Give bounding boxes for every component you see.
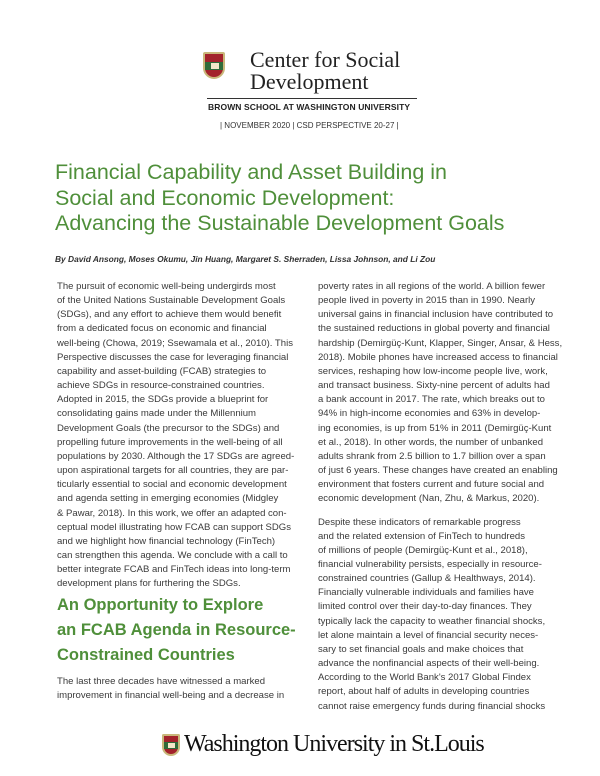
school-name: BROWN SCHOOL AT WASHINGTON UNIVERSITY [208,102,411,112]
section-paragraph [57,675,284,703]
text-line: a bank account in 2017. The rate, which breaks out to [318,394,545,406]
text-line: ceptual model illustrating how FCAB can support SDGs [57,521,292,533]
text-line: hardship (Demirgüç-Kunt, Klapper, Singer, Ansar, & Hess, [318,337,563,349]
text-line: well-being (Chowa, 2019; Ssewamala et al., 2010). This [57,337,293,349]
text-line: limited control over their day-to-day finances. They [318,601,532,613]
text-line: upon aspirational targets for all countries, they are par- [57,465,289,477]
text-line: can strengthen this agenda. We conclude with a call to [57,549,288,561]
section-heading [57,593,296,668]
text-line: Financially vulnerable individuals and families have [318,587,534,599]
right-column [318,280,568,714]
text-line: The pursuit of economic well-being undergirds most [57,281,276,292]
text-line: development plans for furthering the SDGs. [57,578,241,590]
byline: By David Ansong, Moses Okumu, Jin Huang, Margaret S. Sherraden, Lissa Johnson, and Li Zou [55,254,436,264]
text-line: Adopted in 2015, the SDGs provide a blueprint for [57,394,269,406]
text-line: and we highlight how financial technology (FinTech) [57,535,276,547]
text-line: environment that fosters current and future social and [318,479,545,491]
text-line: of the United Nations Sustainable Development Goals [57,295,286,307]
shield-icon [203,52,225,79]
text-line: the sustained reductions in global poverty and financial [318,323,550,335]
text-line: Development Goals (the precursor to the SDGs) and [57,422,280,434]
text-line: ticularly essential to social and economic development [57,479,287,491]
text-line: capability and asset-building (FCAB) strategies to [57,365,267,377]
text-line: populations by 2030. Although the 17 SDGs are agreed- [57,450,295,462]
text-line: et al., 2018). In other words, the number of unbanked [318,436,544,448]
text-line: & Pawar, 2018). In this work, we offer an adapted con- [57,507,287,519]
csd-logo [203,52,225,79]
org-name [250,49,400,93]
text-line: sary to set financial goals and make choices that [318,643,524,655]
text-line: typically lack the capacity to weather financial shocks, [318,615,546,627]
text-line: 2018). Mobile phones have increased access to financial [318,351,558,363]
text-line: adults shrank from 2.5 billion to 1.7 billion over a span [318,450,546,462]
intro-paragraph [57,280,307,591]
header-divider [207,98,417,99]
title-line: Advancing the Sustainable Development Goals [55,211,505,235]
org-name-line1: Center for Social [250,47,401,72]
text-line: financial vulnerability persists, especially in resource- [318,558,542,570]
heading-line: Constrained Countries [57,646,235,664]
left-column [57,280,307,591]
text-line: services, reshaping how low-income people live, work, [318,365,548,377]
text-line: consolidating gains made under the Millennium [57,408,257,420]
text-line: from a dedicated focus on economic and financial [57,323,267,335]
text-line: and transact business. Sixty-nine percent of adults had [318,380,550,392]
university-wordmark: Washington University in St.Louis [184,731,484,757]
paragraph [318,280,568,507]
text-line: According to the World Bank's 2017 Global Findex [318,672,531,684]
text-line: cannot raise emergency funds during financial shocks [318,700,546,712]
text-line: and the related extension of FinTech to hundreds [318,530,525,542]
title-line: Social and Economic Development: [55,185,395,210]
text-line: constrained countries (Gallup & Healthways, 2014). [318,573,536,585]
text-line: advance the nonfinancial aspects of their well-being. [318,658,540,670]
heading-line: An Opportunity to Explore [57,596,264,614]
issue-info: | NOVEMBER 2020 | CSD PERSPECTIVE 20-27 | [220,121,399,130]
text-line: achieve SDGs in resource-constrained countries. [57,380,265,392]
text-line: ing economies, is up from 51% in 2011 (Demirgüç-Kunt [318,422,552,434]
text-line: and agenda setting in emerging economies (Midgley [57,493,279,505]
text-line: propelling future improvements in the well-being of all [57,436,283,448]
org-name-line2: Development [250,69,369,94]
text-line: universal gains in financial inclusion have contributed to [318,309,554,321]
text-line: Perspective discusses the case for leveraging financial [57,351,289,363]
text-line: 94% in high-income economies and 63% in develop- [318,408,541,420]
text-line: (SDGs), and any effort to achieve them would benefit [57,309,282,321]
text-line: improvement in financial well-being and a decrease in [57,690,285,702]
text-line: people lived in poverty in 2015 than in 1990. Nearly [318,295,536,307]
text-line: The last three decades have witnessed a marked [57,676,266,687]
text-line: economic development (Nan, Zhu, & Markus, 2020). [318,493,540,505]
text-line: of just 6 years. These changes have created an enabling [318,465,558,477]
text-line: of millions of people (Demirgüç-Kunt et al., 2018), [318,544,528,556]
washu-shield [162,734,180,756]
paragraph [318,516,568,714]
title-line: Financial Capability and Asset Building in [55,160,448,184]
text-line: report, about half of adults in developing countries [318,686,530,698]
heading-line: an FCAB Agenda in Resource- [57,621,296,639]
document-title [55,160,504,237]
text-line: poverty rates in all regions of the world. A billion fewer [318,281,546,292]
text-line: Despite these indicators of remarkable progress [318,516,521,528]
shield-icon [162,734,180,756]
text-line: better integrate FCAB and FinTech ideas into long-term [57,564,291,576]
text-line: let alone maintain a level of financial security neces- [318,629,539,641]
